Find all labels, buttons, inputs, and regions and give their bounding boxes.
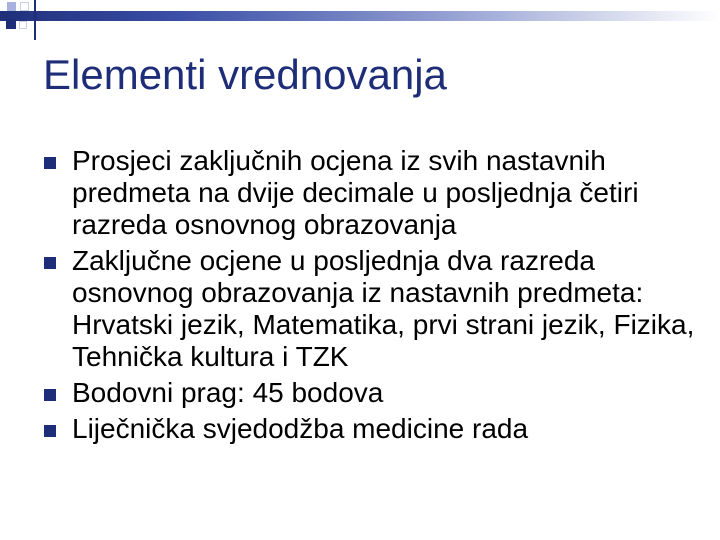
square-bullet-icon xyxy=(44,157,56,169)
decor-square xyxy=(7,2,16,11)
bullet-text: Bodovni prag: 45 bodova xyxy=(72,377,384,408)
decor-square xyxy=(19,21,27,29)
bullet-text: Zaključne ocjene u posljednja dva razreda osnovnog obrazovanja iz nastavnih predmeta: Hrvatski jezik, Matematika, prvi strani jezik, Fizika, Tehnička kultura i TZK xyxy=(72,245,695,372)
decor-vertical-line xyxy=(34,0,36,40)
square-bullet-icon xyxy=(44,257,56,269)
bullet-item xyxy=(44,377,714,409)
decor-square xyxy=(20,2,29,11)
bullet-item xyxy=(44,413,714,445)
square-bullet-icon xyxy=(44,425,56,437)
bullet-text: Prosjeci zaključnih ocjena iz svih nastavnih predmeta na dvije decimale u posljednja četiri razreda osnovnog obrazovanja xyxy=(72,145,639,240)
bullet-item xyxy=(44,245,714,373)
square-bullet-icon xyxy=(44,389,56,401)
bullet-item xyxy=(44,145,714,241)
bullet-list xyxy=(44,145,714,449)
bullet-text: Liječnička svjedodžba medicine rada xyxy=(72,413,529,444)
top-gradient-bar xyxy=(0,11,720,21)
slide-title: Elementi vrednovanja xyxy=(43,51,447,98)
decor-square xyxy=(6,19,16,29)
